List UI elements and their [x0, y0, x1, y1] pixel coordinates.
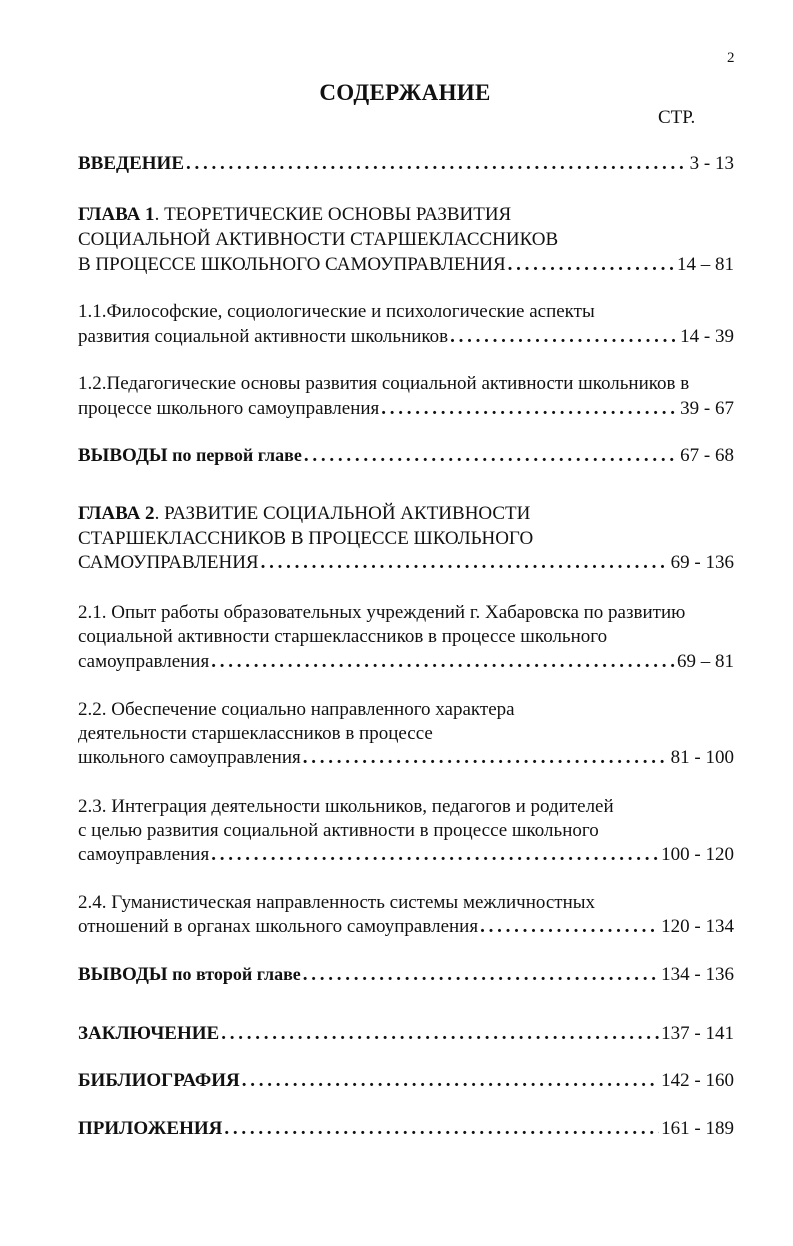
leader-dots	[261, 551, 669, 575]
leader-dots	[304, 444, 678, 468]
leader-dots	[303, 963, 659, 987]
leader-dots	[224, 1117, 659, 1141]
toc-label: ПРИЛОЖЕНИЯ	[78, 1118, 223, 1139]
section-1-1-line1[interactable]: 1.1.Философские, социологические и психологические аспекты	[78, 301, 595, 322]
leader-dots	[381, 397, 678, 421]
conclusions-bold: ВЫВОДЫ	[78, 964, 168, 985]
toc-pages: 100 - 120	[661, 844, 734, 865]
toc-pages: 142 - 160	[661, 1070, 734, 1091]
toc-pages: 134 - 136	[661, 964, 734, 985]
conclusions-rest: по первой главе	[167, 445, 302, 465]
chapter1-line1[interactable]	[78, 203, 511, 227]
leader-dots	[480, 915, 659, 939]
toc-entry-1-1[interactable]	[78, 325, 734, 349]
toc-entry-2-3[interactable]	[78, 843, 734, 867]
leader-dots	[186, 152, 688, 176]
toc-entry-appendices[interactable]	[78, 1117, 734, 1141]
toc-label	[78, 962, 301, 987]
toc-label: ВВЕДЕНИЕ	[78, 153, 184, 174]
section-2-4-line1[interactable]: 2.4. Гуманистическая направленность системы межличностных	[78, 892, 596, 913]
leader-dots	[450, 325, 678, 349]
section-2-2-line2[interactable]: деятельности старшеклассников в процессе	[78, 723, 433, 744]
toc-label: школьного самоуправления	[78, 747, 301, 768]
toc-entry-1-2[interactable]	[78, 397, 734, 421]
toc-label	[78, 443, 302, 468]
toc-pages: 161 - 189	[661, 1118, 734, 1139]
leader-dots	[221, 1022, 659, 1046]
toc-pages: 69 - 136	[670, 552, 734, 573]
page-title: СОДЕРЖАНИЕ	[319, 80, 491, 105]
toc-entry-intro[interactable]	[78, 152, 734, 176]
toc-label: процессе школьного самоуправления	[78, 398, 380, 419]
toc-pages: 14 – 81	[677, 254, 734, 275]
toc-pages: 120 - 134	[661, 916, 734, 937]
section-1-2-line1[interactable]: 1.2.Педагогические основы развития социальной активности школьников в	[78, 373, 690, 394]
toc-pages: 67 - 68	[680, 445, 734, 466]
toc-entry-conclusions-1[interactable]	[78, 443, 734, 468]
chapter-prefix: ГЛАВА 2	[78, 503, 155, 524]
chapter-title-part: . ТЕОРЕТИЧЕСКИЕ ОСНОВЫ РАЗВИТИЯ	[154, 204, 512, 225]
page-number: 2	[727, 50, 735, 66]
toc-label: развития социальной активности школьников	[78, 326, 449, 347]
leader-dots	[211, 843, 659, 867]
chapter-prefix: ГЛАВА 1	[78, 204, 155, 225]
toc-entry-2-1[interactable]	[78, 650, 734, 674]
toc-pages: 3 - 13	[689, 153, 734, 174]
toc-entry-chapter1[interactable]	[78, 253, 734, 277]
chapter1-line2[interactable]: СОЦИАЛЬНОЙ АКТИВНОСТИ СТАРШЕКЛАССНИКОВ	[78, 229, 559, 250]
toc-pages: 69 – 81	[677, 651, 734, 672]
toc-pages: 39 - 67	[680, 398, 734, 419]
toc-label: отношений в органах школьного самоуправления	[78, 916, 479, 937]
conclusions-rest: по второй главе	[167, 964, 301, 984]
section-2-3-line2[interactable]: с целью развития социальной активности в процессе школьного	[78, 820, 599, 841]
toc-entry-conclusion[interactable]	[78, 1022, 734, 1046]
chapter2-line1[interactable]	[78, 502, 530, 526]
section-2-1-line2[interactable]: социальной активности старшеклассников в процессе школьного	[78, 626, 608, 647]
toc-pages: 137 - 141	[661, 1023, 734, 1044]
leader-dots	[303, 746, 669, 770]
chapter-title-part: . РАЗВИТИЕ СОЦИАЛЬНОЙ АКТИВНОСТИ	[154, 503, 531, 524]
leader-dots	[508, 253, 675, 277]
conclusions-bold: ВЫВОДЫ	[78, 445, 168, 466]
section-2-2-line1[interactable]: 2.2. Обеспечение социально направленного характера	[78, 699, 515, 720]
toc-entry-2-4[interactable]	[78, 915, 734, 939]
page-column-label: СТР.	[658, 107, 696, 128]
leader-dots	[242, 1069, 659, 1093]
section-2-1-line1[interactable]: 2.1. Опыт работы образовательных учреждений г. Хабаровска по развитию	[78, 602, 686, 623]
section-2-3-line1[interactable]: 2.3. Интеграция деятельности школьников, педагогов и родителей	[78, 796, 614, 817]
chapter2-line2[interactable]: СТАРШЕКЛАССНИКОВ В ПРОЦЕССЕ ШКОЛЬНОГО	[78, 528, 534, 549]
toc-entry-chapter2[interactable]	[78, 551, 734, 575]
toc-label: САМОУПРАВЛЕНИЯ	[78, 552, 259, 573]
toc-entry-bibliography[interactable]	[78, 1069, 734, 1093]
toc-pages: 14 - 39	[680, 326, 734, 347]
toc-label: самоуправления	[78, 651, 210, 672]
toc-label: самоуправления	[78, 844, 210, 865]
toc-entry-conclusions-2[interactable]	[78, 962, 734, 987]
toc-pages: 81 - 100	[670, 747, 734, 768]
toc-entry-2-2[interactable]	[78, 746, 734, 770]
leader-dots	[211, 650, 675, 674]
toc-label: БИБЛИОГРАФИЯ	[78, 1070, 240, 1091]
toc-label: ЗАКЛЮЧЕНИЕ	[78, 1023, 220, 1044]
toc-label: В ПРОЦЕССЕ ШКОЛЬНОГО САМОУПРАВЛЕНИЯ	[78, 254, 506, 275]
